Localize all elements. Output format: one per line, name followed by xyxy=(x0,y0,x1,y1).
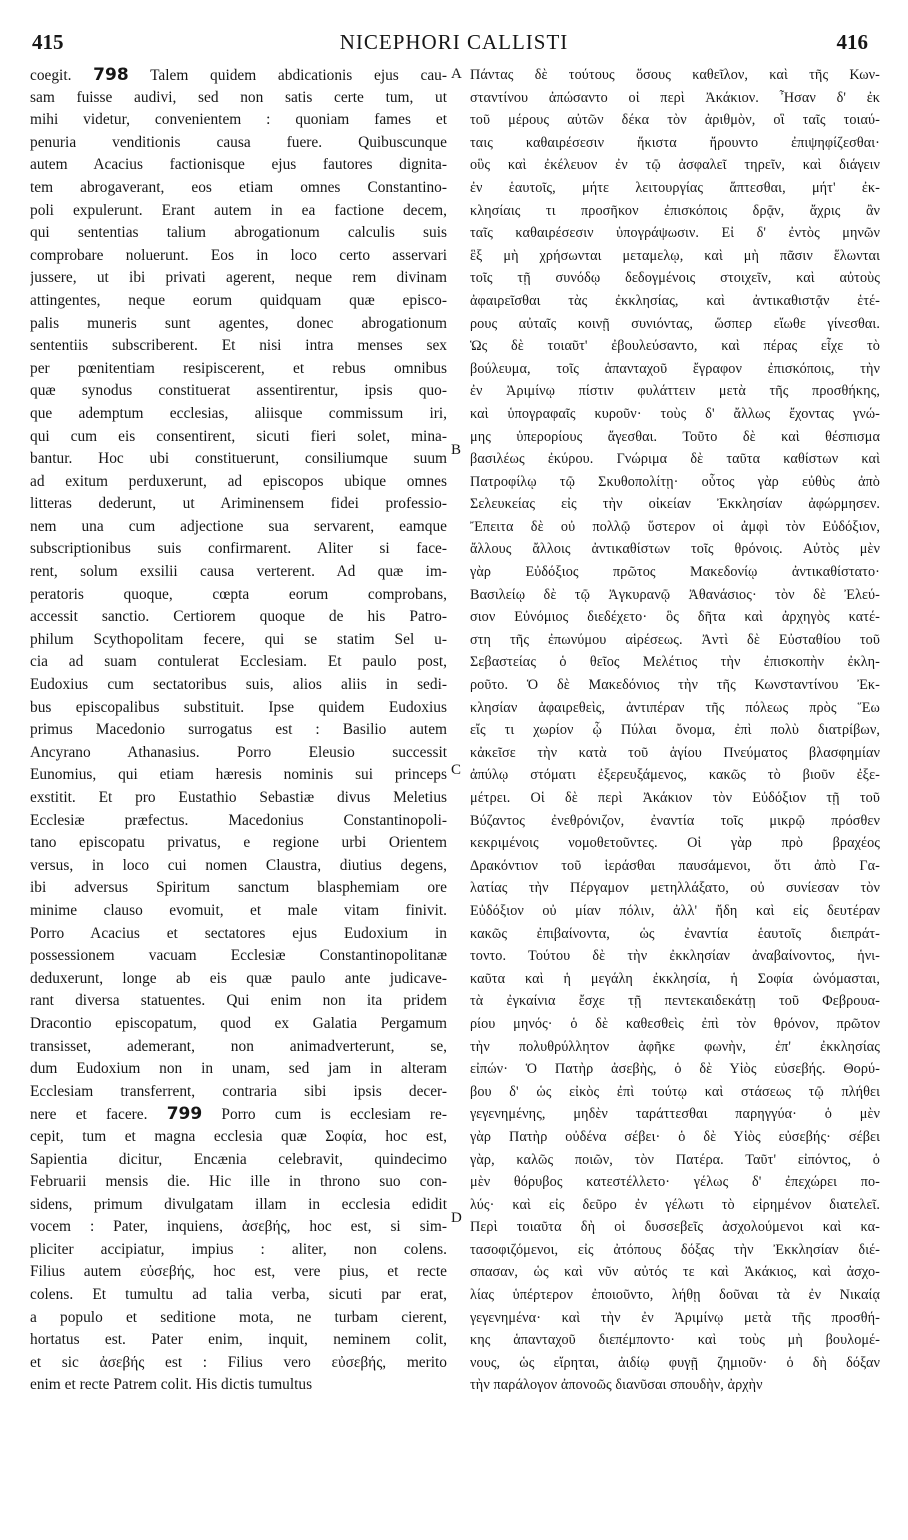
latin-line xyxy=(30,561,447,584)
latin-text: palis muneris sunt agentes, donec abrogationum xyxy=(30,314,447,332)
latin-text: rent, solum exsilii causa verterent. Ad quæ im- xyxy=(30,563,447,581)
greek-line: σταντίνου ἀπώσαντο οἱ περὶ Ἀκάκιον. Ἦσαν δ' ἐκ xyxy=(470,89,880,106)
latin-line xyxy=(30,945,447,968)
latin-line xyxy=(30,516,447,539)
greek-line: ἄλλους ἄλλοις ἀντικαθίστων τοῖς θρόνοις. Αὐτὸς μὲν xyxy=(470,541,880,558)
greek-line: οὓς καὶ ἐκέλευον ἐν τῷ ἀσφαλεῖ τηρεῖν, καὶ διάγειν xyxy=(470,157,880,174)
latin-text: vocem : Pater, inquiens, ἀσεβής, hoc est, si sim- xyxy=(30,1218,447,1236)
latin-text: philum Scythopolitam fecere, qui se statim Sel u- xyxy=(30,630,447,648)
latin-column xyxy=(30,64,447,1397)
latin-line xyxy=(30,1036,447,1059)
section-number: 799 xyxy=(166,1104,203,1125)
latin-text: Dracontio episcopatum, quod ex Galatia Pergamum xyxy=(30,1014,447,1032)
greek-line: λίας ὑπέρτερον ἐποιοῦντο, λήθῃ δοῦναι τὰ ἐν Νικαίᾳ xyxy=(470,1287,880,1304)
latin-line xyxy=(30,810,447,833)
latin-text: ibi adversus Spiritum sanctum blasphemiam ore xyxy=(30,879,447,897)
latin-line xyxy=(30,1171,447,1194)
greek-line: κεκριμένοις νομοθετοῦντες. Οἱ γὰρ πρὸ βραχέος xyxy=(470,835,880,852)
latin-line xyxy=(30,1352,447,1375)
latin-line xyxy=(30,177,447,200)
latin-line xyxy=(30,855,447,878)
greek-line: μης ὑπερορίους ἄγεσθαι. Τοῦτο δὲ καὶ θέσπισμα xyxy=(470,428,880,445)
greek-line: ταις καθαιρέσεσιν ἥκιστα ἤρουντο ἐπιψηφίζεσθαι· xyxy=(470,134,880,151)
greek-line: τοῦ μέρους αὐτῶν δέκα τὸν ἀριθμὸν, οἳ ταῖς τοιαύ- xyxy=(470,112,880,129)
greek-line: μέτρει. Οἱ δὲ περὶ Ἀκάκιον τὸν Εὐδόξιον τῇ τοῦ xyxy=(470,790,880,806)
section-number: 798 xyxy=(93,65,129,85)
latin-line xyxy=(30,1149,447,1172)
greek-line: κλησίαις τι προσῆκον ἐπισκόποις δρᾷν, ἄχρις ἂν xyxy=(470,202,880,219)
latin-text: transisset, ademerant, non animadverterunt, se, xyxy=(30,1037,447,1055)
latin-text: Ecclesiam transferrent, contraria sibi ipsis decer- xyxy=(30,1082,447,1100)
greek-line: εἰπών· Ὁ Πατὴρ ἀσεβὴς, ὁ δὲ Υἱὸς εὐσεβής. Θορύ- xyxy=(470,1061,880,1078)
latin-line xyxy=(30,335,447,358)
greek-line: βούλευμα, τοῖς ἁπανταχοῦ ἔγραφον ἐπισκόποις, τὴν xyxy=(470,360,880,377)
latin-text: nem una cum adjectione sua servarent, eamque xyxy=(30,517,447,535)
greek-line: Δρακόντιον τοῦ ἱεράσθαι παυσάμενοι, ὅτι ἀπὸ Γα- xyxy=(470,857,880,874)
greek-line: καῦτα καὶ ἡ μεγάλη ἐκκλησία, ἡ Σοφία ὠνόμασται, xyxy=(470,970,880,987)
latin-line xyxy=(30,154,447,177)
latin-line xyxy=(30,1239,447,1262)
greek-line: Ὡς δὲ τοιαῦτ' ἐβουλεύσαντο, καὶ πέρας εἶχε τὸ xyxy=(470,338,880,355)
latin-line xyxy=(30,1329,447,1352)
greek-line: τὴν παράλογον ἀπονοῶς διανῦσαι σπουδὴν, ἀρχὴν xyxy=(470,1377,763,1394)
latin-text: poli expulerunt. Erant autem in ea factione decem, xyxy=(30,201,447,219)
latin-text: enim et recte Patrem colit. His dictis tumultus xyxy=(30,1376,313,1394)
greek-line: Ἔπειτα δὲ οὐ πολλῷ ὕστερον οἱ ἀμφὶ τὸν Εὐδόξιον, xyxy=(470,518,880,535)
latin-text: per pœnitentiam resipiscerent, et rebus omnibus xyxy=(30,359,447,377)
latin-text: accessit sanctio. Certiorem quoque de his Patro- xyxy=(30,608,447,626)
greek-line: νους, ὡς εἴρηται, ἀιδίῳ φυγῇ ζημιοῦν· ὁ δὴ δόξαν xyxy=(470,1354,880,1371)
greek-line: καὶ ὑπογραφαῖς κυροῦν· τοὺς δ' ἄλλως ἔχοντας γνώ- xyxy=(470,405,880,422)
latin-line xyxy=(30,380,447,403)
latin-text: rant diversa statuentes. Qui enim non ita pridem xyxy=(30,992,447,1010)
latin-text: peratoris quoque, cœpta eorum comprobans, xyxy=(30,585,447,603)
latin-line xyxy=(30,764,447,787)
latin-line xyxy=(30,990,447,1013)
greek-line: ἀφαιρεῖσθαι τὰς ἐκκλησίας, καὶ ἀντικαθιστᾷν ἑτέ- xyxy=(470,292,880,309)
greek-line: Πατροφίλῳ τῷ Σκυθοπολίτῃ· οὗτος γὰρ εὐθὺς ἀπὸ xyxy=(470,473,880,490)
greek-line: βου δ' ὡς εἰκὸς ἐπὶ τούτῳ καὶ στάσεως τῷ πλήθει xyxy=(470,1083,880,1100)
latin-text: qui cum eis consentirent, sicuti fieri solet, mina- xyxy=(30,427,447,445)
latin-line xyxy=(30,584,447,607)
latin-line xyxy=(30,1261,447,1284)
latin-text: bantur. Hoc ubi constituerunt, consiliumque suum xyxy=(30,450,447,468)
greek-line: μὲν θόρυβος κατεστέλλετο· γέλως δ' ἐπεχώρει πο- xyxy=(470,1174,880,1191)
latin-line xyxy=(30,719,447,742)
latin-line xyxy=(30,1216,447,1239)
latin-text: deduxerunt, longe ab eis quæ paulo ante judicave- xyxy=(30,969,447,987)
latin-line xyxy=(30,1374,447,1397)
latin-line xyxy=(30,674,447,697)
latin-text: Ancyrano Athanasius. Porro Eleusio successit xyxy=(30,743,447,761)
latin-line xyxy=(30,109,447,132)
greek-line: τασοφιζόμενοι, εἰς ἀτόπους δόξας τὴν Ἐκκλησίαν διέ- xyxy=(470,1241,880,1258)
latin-text: Eudoxius cum sectatoribus suis, alios aliis in sedi- xyxy=(30,676,447,694)
greek-line: κἀκεῖσε τὴν κατὰ τοῦ ἁγίου Πνεύματος βλασφημίαν xyxy=(470,744,880,761)
latin-line xyxy=(30,493,447,516)
greek-line: ταῖς καθαιρέσεσιν ὑπογράψωσιν. Εἰ δ' ἐντὸς μηνῶν xyxy=(470,225,880,242)
latin-text: sidens, primum divulgatam illam in ecclesia edidit xyxy=(30,1195,447,1213)
latin-text: Februarii mensis die. Hic ille in throno suo con- xyxy=(30,1173,447,1191)
latin-line xyxy=(30,629,447,652)
greek-line: κης ἁπανταχοῦ διεπέμποντο· καὶ τοὺς μὴ βουλομέ- xyxy=(470,1332,880,1349)
latin-line xyxy=(30,403,447,426)
latin-line xyxy=(30,222,447,245)
greek-line: Περὶ τοιαῦτα δὴ οἱ δυσσεβεῖς ἀσχολούμενοι καὶ κα- xyxy=(470,1219,880,1236)
margin-marker-a: A xyxy=(451,66,462,82)
latin-text: minime clauso evomuit, et male vitam finivit. xyxy=(30,901,447,919)
latin-line xyxy=(30,1284,447,1307)
greek-line: σπασαν, ὡς καὶ νῦν αὐτός τε καὶ Ἀκάκιος, καὶ ἀσχο- xyxy=(470,1264,880,1281)
latin-text: possessionem vacuam Ecclesiæ Constantinopolitanæ xyxy=(30,947,447,965)
greek-line: Βύζαντος ἐνεθρόνιζον, ἐναντία τοῖς μικρῷ πρόσθεν xyxy=(470,812,880,829)
latin-line xyxy=(30,358,447,381)
latin-text: sam fuisse audivi, sed non satis certe tum, ut xyxy=(30,88,447,106)
latin-line xyxy=(30,923,447,946)
margin-marker-c: C xyxy=(451,762,462,778)
latin-text: Talem quidem abdicationis ejus cau- xyxy=(128,67,447,84)
latin-text: et sic ἀσεβής est : Filius vero εὐσεβής, merito xyxy=(30,1353,447,1371)
latin-line xyxy=(30,1126,447,1149)
latin-text: sententiis subscriberent. Et nisi intra menses sex xyxy=(30,337,447,355)
latin-line xyxy=(30,1013,447,1036)
greek-line: κακῶς ἐπιβαίνοντα, ὡς ἐναντία ἑαυτοῖς διεπράτ- xyxy=(470,925,880,942)
latin-line xyxy=(30,1194,447,1217)
greek-line: Πάντας δὲ τούτους ὅσους καθεῖλον, καὶ τῆς Κων- xyxy=(470,67,880,83)
latin-text: Eunomius, qui etiam hæresis nominis sui princeps xyxy=(30,766,447,784)
margin-marker-d: D xyxy=(451,1210,462,1226)
greek-line: Εὐδόξιον οὐ μίαν πόλιν, ἀλλ' ἤδη καὶ εἰς δευτέραν xyxy=(470,902,880,919)
latin-text: primus Macedonio surrogatus est : Basilio autem xyxy=(30,721,447,739)
latin-text: colens. Et tumultu ad talia verba, sicuti par erat, xyxy=(30,1286,447,1304)
latin-line xyxy=(30,313,447,336)
page-number-left: 415 xyxy=(32,30,64,54)
greek-line: τοντο. Τούτου δὲ τὴν ἐκκλησίαν ἀναβαίνοντος, ἡνι- xyxy=(470,948,880,965)
greek-line: ἀπύλῳ στόματι ἐξερευξάμενος, κακῶς τὸ βιοῦν ἐξε- xyxy=(470,767,880,784)
latin-text: mihi videtur, convenientem : quoniam fames et xyxy=(30,111,447,129)
latin-line xyxy=(30,267,447,290)
latin-line xyxy=(30,132,447,155)
latin-text: hortatus est. Pater enim, inquit, neminem colit, xyxy=(30,1331,447,1349)
page-number-right: 416 xyxy=(836,30,868,54)
latin-text: versus, in loco cui nomen Claustra, diutius degens, xyxy=(30,856,447,874)
greek-line: Βασιλείῳ δὲ τῷ Ἀγκυρανῷ Ἀθανάσιος· τὸν δὲ Ἐλεύ- xyxy=(470,586,880,603)
latin-text: cepit, tum et magna ecclesia quæ Σοφία, hoc est, xyxy=(30,1127,447,1145)
greek-line: τοῖς τῇ συνόδῳ δεδογμένοις στοιχεῖν, καὶ αὐτοὺς xyxy=(470,270,880,287)
latin-text: ad exitum perduxerunt, ad episcopos ubique omnes xyxy=(30,472,447,490)
latin-line xyxy=(30,606,447,629)
latin-text: qui sententias talium abrogationum calculis suis xyxy=(30,224,447,242)
latin-text: a populo et seditione mota, ne turbam cierent, xyxy=(30,1308,447,1326)
latin-line xyxy=(30,245,447,268)
greek-line: Σελευκείας εἰς τὴν οἰκείαν Ἐκκλησίαν ἀφώρμησεν. xyxy=(470,496,880,513)
greek-line: βασιλέως ἐκύρου. Γνώριμα δὲ ταῦτα καθίστων καὶ xyxy=(470,451,880,468)
latin-text: tano episcopatu privatus, e regione urbi Orientem xyxy=(30,834,447,852)
latin-text: tem abrogaverant, eos etiam omnes Constantino- xyxy=(30,178,447,196)
greek-line: λύς· καὶ εἰς δεῦρο ἐν γέλωτι τὸ εἰρημένον διατελεῖ. xyxy=(470,1196,880,1213)
latin-line xyxy=(30,1307,447,1330)
latin-text: Porro Acacius et sectatores ejus Eudoxium in xyxy=(30,924,447,942)
greek-line: ρους αὐταῖς κοινῇ συνιόντας, ὥσπερ εἴωθε γίνεσθαι. xyxy=(470,315,880,332)
latin-line xyxy=(30,426,447,449)
latin-line xyxy=(30,832,447,855)
latin-text: jussere, ut ibi privati agerent, neque rem divinam xyxy=(30,269,447,287)
latin-line xyxy=(30,1103,447,1126)
latin-text: quæ synodus constituerat assentirentur, ipsis quo- xyxy=(30,382,447,400)
greek-line: γεγενημένα· καὶ τὴν ἐν Ἀριμίνῳ μετὰ τῆς προσθή- xyxy=(470,1309,880,1326)
latin-text: nere et facere. xyxy=(30,1106,167,1124)
latin-line xyxy=(30,471,447,494)
latin-text: que ademptum ecclesias, aliisque commissum iri, xyxy=(30,404,447,422)
latin-text: autem Acacius factionisque ejus fautores dignita- xyxy=(30,156,447,174)
greek-line: ἓξ μὴ χρήσωνται μεταμελῳ, καὶ μὴ πᾶσιν ἕλωνται xyxy=(470,247,880,264)
latin-text: exstitit. Et pro Eustathio Sebastiæ divus Meletius xyxy=(30,789,447,806)
latin-line xyxy=(30,87,447,110)
latin-line xyxy=(30,290,447,313)
latin-line xyxy=(30,448,447,471)
page-header xyxy=(0,28,908,62)
latin-line xyxy=(30,968,447,991)
running-title: NICEPHORI CALLISTI xyxy=(339,30,569,54)
latin-text: Filius autem εὐσεβής, hoc est, vere pius, et recte xyxy=(30,1263,447,1281)
latin-line xyxy=(30,877,447,900)
latin-text: Ecclesiæ præfectus. Macedonius Constantinopoli- xyxy=(30,811,447,829)
latin-line xyxy=(30,538,447,561)
latin-line xyxy=(30,64,447,87)
greek-line: τὴν πολυθρύλλητον ἀφῆκε φωνὴν, ἐπ' ἐκκλησίας xyxy=(470,1038,880,1055)
latin-line xyxy=(30,1058,447,1081)
latin-line xyxy=(30,697,447,720)
latin-text: dum Eudoxium non in unam, sed jam in alteram xyxy=(30,1060,447,1078)
greek-line: γὰρ Εὐδόξιος πρῶτος Μακεδονίῳ ἀντικαθίστατο· xyxy=(470,564,880,581)
latin-text: attingentes, neque eorum quidquam quæ episco- xyxy=(30,291,447,309)
latin-text: Porro cum is ecclesiam re- xyxy=(202,1106,447,1124)
latin-text: coegit. xyxy=(30,67,94,84)
latin-text: subscriptionibus suis confirmarent. Aliter si face- xyxy=(30,540,447,558)
greek-line: ροῦτο. Ὁ δὲ Μακεδόνιος τὴν τῆς Κωνσταντίνου Ἐκ- xyxy=(470,677,880,694)
latin-line xyxy=(30,787,447,810)
greek-line: γὰρ, καλῶς ποιῶν, τὸν Πατέρα. Ταῦτ' εἰπόντος, ὁ xyxy=(470,1151,880,1168)
latin-text: litteras dederunt, ut Ariminensem fidei professio- xyxy=(30,495,447,513)
latin-text: penuria venditionis causa fuere. Quibuscunque xyxy=(30,133,447,151)
latin-line xyxy=(30,742,447,765)
latin-line xyxy=(30,1081,447,1104)
greek-line: ρίου μηνός· ὁ δὲ καθεσθεὶς ἐπὶ τὸν θρόνον, πρῶτον xyxy=(470,1015,880,1032)
greek-line: εἴς τι χωρίον ᾧ Πύλαι ὄνομα, ἐπὶ πολὺ διατρίβων, xyxy=(470,722,880,739)
latin-text: Sapientia dicitur, Encænia celebravit, quindecimo xyxy=(30,1150,447,1168)
greek-line: γεγενημένης, μηδὲν ταράττεσθαι παρηγγύα· ὁ μὲν xyxy=(470,1106,880,1123)
greek-line: τὰ ἐγκαίνια ἔσχε τῇ πεντεκαιδεκάτῃ τοῦ Φεβρουα- xyxy=(470,993,880,1010)
latin-text: bus episcopalibus substituit. Ipse quidem Eudoxius xyxy=(30,698,447,716)
latin-line xyxy=(30,900,447,923)
margin-marker-b: B xyxy=(451,442,462,458)
greek-line: στη τῆς ἐπωνύμου αἱρέσεως. Ἀντὶ δὲ Εὐσταθίου τοῦ xyxy=(470,631,880,648)
greek-column xyxy=(470,64,880,1397)
latin-line xyxy=(30,651,447,674)
greek-line: σιον Εὐνόμιος διεδέχετο· ὃς δῆτα καὶ ἀρχηγὸς κατέ- xyxy=(470,609,880,626)
greek-line: κλησίαν ἀφαιρεθεὶς, ἀντιπέραν τῆς πόλεως πρὸς Ἕω xyxy=(470,699,880,716)
greek-line: ἐν ἑαυτοῖς, μήτε λειτουργίας ἅπτεσθαι, μήτ' ἐκ- xyxy=(470,179,880,196)
greek-line: ἐν Ἀριμίνῳ πίστιν φυλάττειν μετὰ τῆς προσθήκης, xyxy=(470,383,880,400)
latin-text: cia ad suam contulerat Ecclesiam. Et paulo post, xyxy=(30,653,447,671)
latin-text: comprobare noluerunt. Eos in loco certo asservari xyxy=(30,246,447,264)
latin-text: pliciter accipiatur, impius : aliter, non colens. xyxy=(30,1240,447,1258)
greek-line: Σεβαστείας ὁ θεῖος Μελέτιος τὴν ἐπισκοπὴν ἐκλη- xyxy=(470,654,880,671)
greek-line: λατίας τὴν Πέργαμον μετηλλάξατο, οὐ συνίεσαν τὸν xyxy=(470,880,880,897)
greek-line: γὰρ Πατὴρ οὐδένα σέβει· ὁ δὲ Υἱὸς εὐσεβής· σέβει xyxy=(470,1128,880,1145)
latin-line xyxy=(30,200,447,223)
